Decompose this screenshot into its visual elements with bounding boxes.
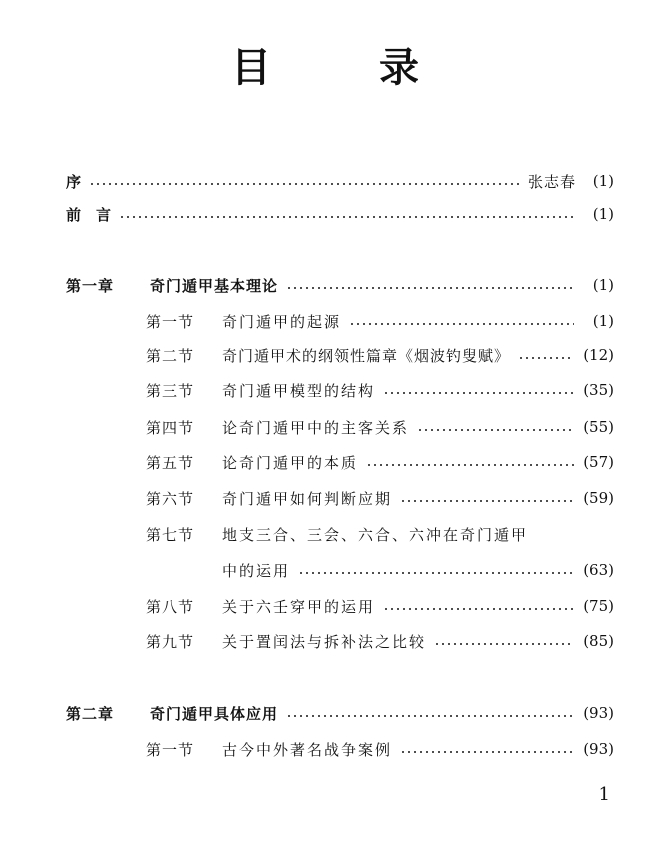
toc-section-1-7-cont[interactable] — [222, 557, 614, 583]
page-ref: (35) — [583, 381, 614, 399]
page-ref: (12) — [583, 346, 614, 364]
dot-leader — [417, 429, 574, 431]
toc-entry-preface[interactable] — [66, 168, 614, 194]
page-ref: (1) — [592, 276, 614, 294]
chapter-title: 奇门遁甲基本理论 — [150, 276, 279, 295]
foreword-label: 前 言 — [66, 205, 112, 224]
section-label: 第五节 — [146, 453, 195, 472]
section-title: 关于六壬穿甲的运用 — [222, 597, 376, 616]
dot-leader — [518, 357, 574, 359]
section-label: 第一节 — [146, 312, 195, 331]
toc-section-1-7[interactable] — [146, 521, 614, 547]
page-ref: (1) — [592, 205, 614, 223]
dot-leader — [366, 464, 574, 466]
page-number: 1 — [598, 784, 610, 805]
page-ref: (93) — [583, 740, 614, 758]
section-label: 第一节 — [146, 740, 195, 759]
toc-section-1-2[interactable] — [146, 342, 614, 368]
section-label: 第六节 — [146, 489, 195, 508]
section-title: 古今中外著名战争案例 — [222, 740, 393, 759]
section-label: 第七节 — [146, 525, 195, 544]
page-ref: (85) — [583, 632, 614, 650]
dot-leader — [119, 216, 574, 218]
section-label: 第二节 — [146, 346, 195, 365]
section-label: 第三节 — [146, 381, 195, 400]
toc-chapter-1[interactable] — [66, 272, 614, 298]
chapter-label: 第二章 — [66, 704, 115, 723]
section-title: 论奇门遁甲中的主客关系 — [222, 418, 410, 437]
chapter-label: 第一章 — [66, 276, 115, 295]
toc-section-1-4[interactable] — [146, 414, 614, 440]
section-label: 第八节 — [146, 597, 195, 616]
toc-section-1-6[interactable] — [146, 485, 614, 511]
dot-leader — [349, 323, 574, 325]
section-title-continued: 中的运用 — [222, 561, 291, 580]
dot-leader — [383, 392, 574, 394]
dot-leader — [298, 572, 574, 574]
page-ref: (59) — [583, 489, 614, 507]
toc-section-2-1[interactable] — [146, 736, 614, 762]
dot-leader — [383, 608, 574, 610]
dot-leader — [434, 643, 574, 645]
section-title: 地支三合、三会、六合、六冲在奇门遁甲 — [222, 525, 529, 544]
page-ref: (93) — [583, 704, 614, 722]
dot-leader — [400, 751, 574, 753]
toc-section-1-3[interactable] — [146, 377, 614, 403]
toc-chapter-2[interactable] — [66, 700, 614, 726]
preface-author: 张志春 — [527, 172, 576, 191]
page-title: 目 录 — [231, 44, 453, 91]
section-title: 论奇门遁甲的本质 — [222, 453, 359, 472]
section-title: 奇门遁甲模型的结构 — [222, 381, 376, 400]
section-label: 第九节 — [146, 632, 195, 651]
toc-section-1-9[interactable] — [146, 628, 614, 654]
page-ref: (1) — [592, 312, 614, 330]
page-ref: (1) — [592, 172, 614, 190]
toc-section-1-8[interactable] — [146, 593, 614, 619]
dot-leader — [286, 715, 574, 717]
toc-section-1-5[interactable] — [146, 449, 614, 475]
page-ref: (57) — [583, 453, 614, 471]
dot-leader — [89, 183, 520, 185]
page-ref: (63) — [583, 561, 614, 579]
preface-label: 序 — [66, 172, 82, 191]
section-title: 奇门遁甲的起源 — [222, 312, 342, 331]
section-title: 奇门遁甲术的纲领性篇章《烟波钓叟赋》 — [222, 346, 511, 365]
chapter-title: 奇门遁甲具体应用 — [150, 704, 279, 723]
dot-leader — [400, 500, 574, 502]
dot-leader — [286, 287, 574, 289]
section-label: 第四节 — [146, 418, 195, 437]
toc-section-1-1[interactable] — [146, 308, 614, 334]
page-ref: (75) — [583, 597, 614, 615]
section-title: 关于置闰法与拆补法之比较 — [222, 632, 427, 651]
page-ref: (55) — [583, 418, 614, 436]
section-title: 奇门遁甲如何判断应期 — [222, 489, 393, 508]
toc-entry-foreword[interactable] — [66, 201, 614, 227]
